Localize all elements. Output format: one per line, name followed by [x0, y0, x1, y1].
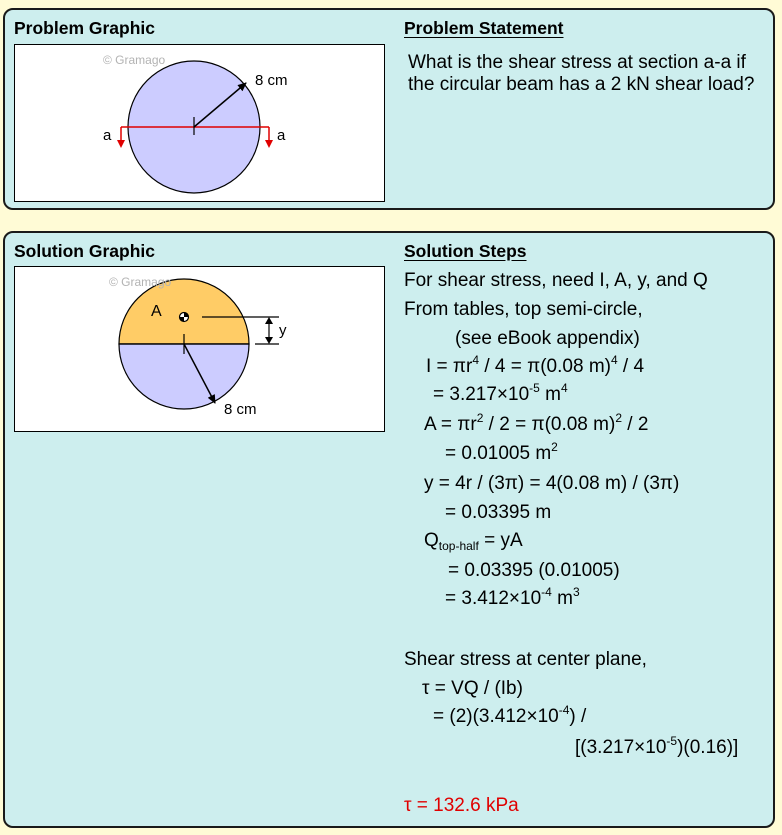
step-area-value: = 0.01005 $m^2$	[445, 440, 558, 464]
solution-panel	[3, 231, 775, 828]
step-tables: From tables, top semi-circle,	[404, 299, 643, 320]
area-label: A	[151, 303, 162, 320]
y-label: y	[279, 322, 287, 339]
solution-figure	[15, 267, 386, 433]
step-first-moment-value: = $3.412\times 10^{-4}$ $m^3$	[445, 585, 580, 609]
radius-label: 8 cm	[255, 72, 288, 89]
problem-graphic-heading: Problem Graphic	[14, 18, 156, 38]
problem-statement-text: What is the shear stress at section a-a if the circular beam has a 2 kN shear load?	[408, 52, 755, 95]
step-shear-heading: Shear stress at center plane,	[404, 649, 647, 670]
section-arrow-left-head	[117, 140, 125, 148]
problem-graphic	[14, 44, 385, 202]
step-area: $A = \pi r^2 / 2 = \pi(0.08$ m)$^2$ / 2	[424, 411, 649, 435]
step-first-moment-product: = 0.03395 (0.01005)	[448, 560, 620, 581]
watermark: © Gramago	[103, 53, 166, 67]
solution-graphic-heading: Solution Graphic	[14, 241, 155, 261]
solution-graphic	[14, 266, 385, 432]
step-shear-formula: τ = VQ / (Ib)	[422, 678, 523, 699]
step-appendix: (see eBook appendix)	[455, 328, 640, 349]
watermark: © Gramago	[109, 275, 172, 289]
step-centroid: y = 4r / (3π) = 4(0.08 m) / (3π)	[424, 473, 680, 494]
step-shear-denominator: $[(3.217\times 10^{-5})(0.16)]$	[575, 734, 739, 758]
solution-steps-heading: Solution Steps	[404, 241, 527, 261]
step-inertia: $I = \pi r^4 / 4 = \pi(0.08$ m)$^4$ / 4	[426, 353, 645, 377]
section-label-right: a	[277, 127, 286, 144]
final-answer: τ = 132.6 kPa	[404, 795, 519, 816]
step-shear-substitution: = $(2)(3.412\times 10^{-4})$ /	[433, 703, 587, 727]
step-first-moment: $Q_{top-half}$ = yA	[424, 530, 523, 553]
step-need: For shear stress, need I, A, y, and Q	[404, 270, 708, 291]
section-arrow-right-head	[265, 140, 273, 148]
step-inertia-value: = $3.217\times 10^{-5}$ $m^4$	[433, 381, 568, 405]
step-centroid-value: = 0.03395 m	[445, 502, 552, 523]
problem-figure	[15, 45, 386, 203]
problem-statement-heading: Problem Statement	[404, 18, 564, 38]
problem-panel	[3, 8, 775, 210]
section-label-left: a	[103, 127, 112, 144]
radius-label: 8 cm	[224, 401, 257, 418]
